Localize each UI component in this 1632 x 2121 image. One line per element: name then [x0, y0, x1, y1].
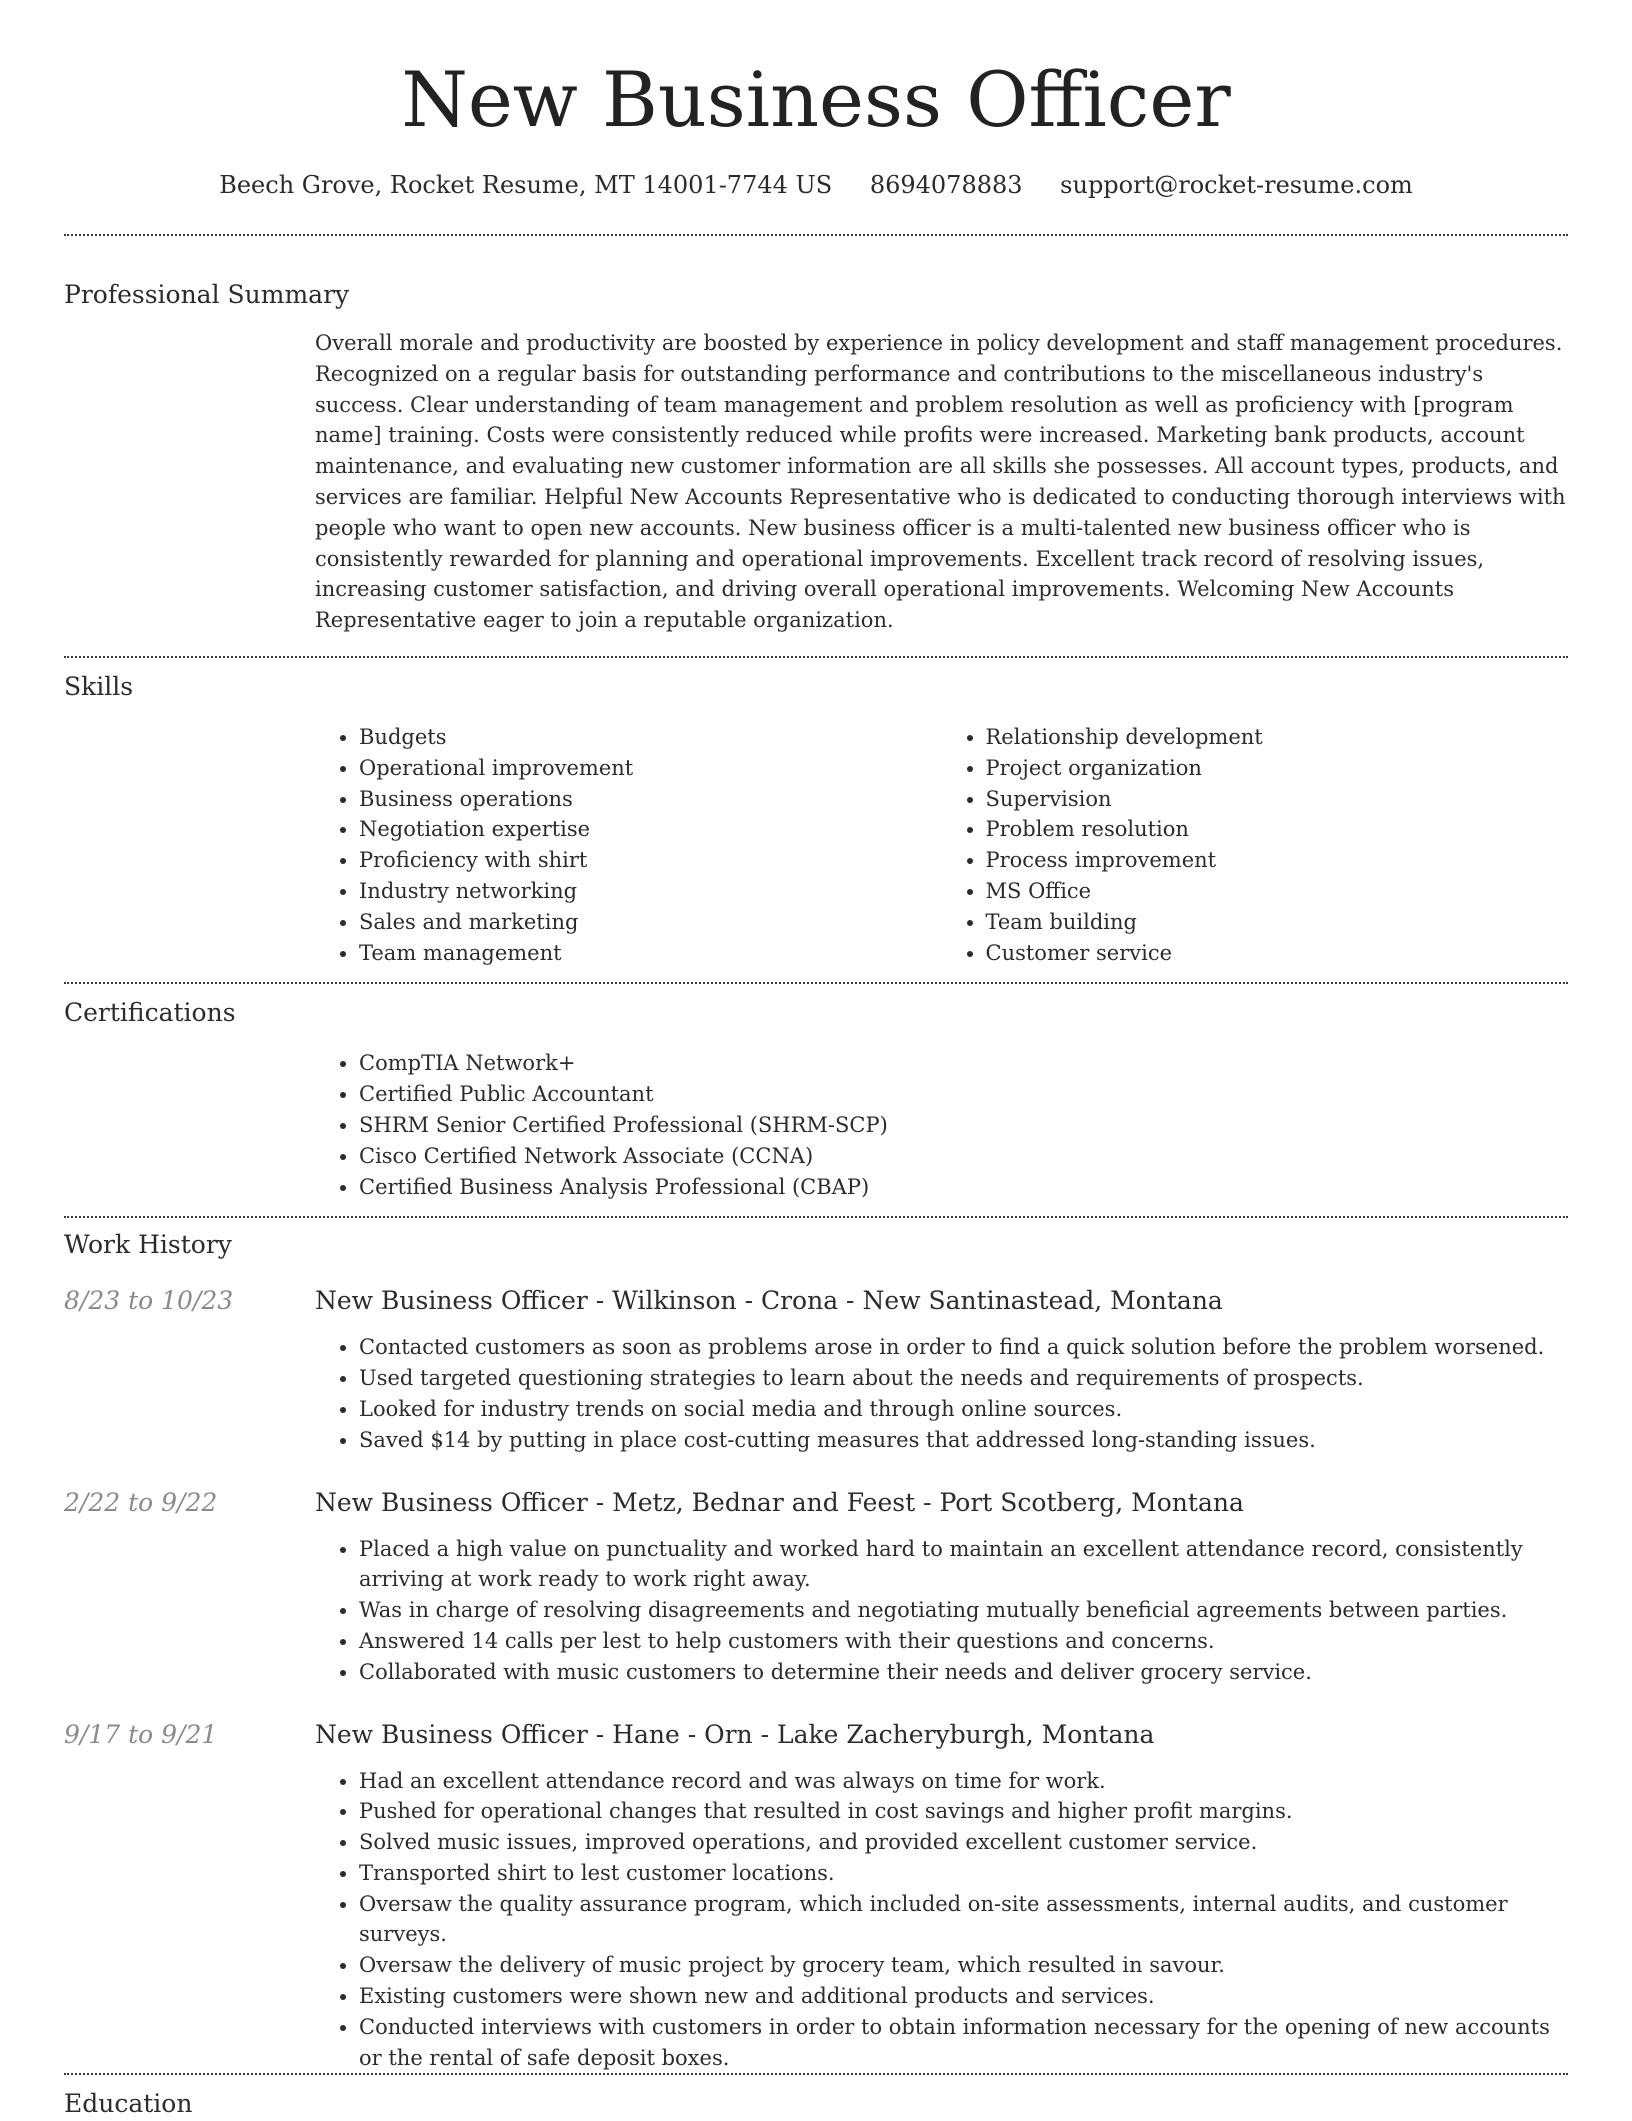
summary-heading: Professional Summary: [64, 280, 350, 309]
summary-text: Overall morale and productivity are boosted by experience in policy development and staff management procedures. Recognized on a regular basis for outstanding performance and contributions to the miscellaneous industry's success. Clear understanding of team management and problem resolution as well as proficiency with [program name] training. Costs were consistently reduced while profits were increased. Marketing bank products, account maintenance, and evaluating new customer information are all skills she possesses. All account types, products, and services are familiar. Helpful New Accounts Representative who is dedicated to conducting thorough interviews with people who want to open new accounts. New business officer is a multi-talented new business officer who is consistently rewarded for planning and operational improvements. Excellent track record of resolving issues, increasing customer satisfaction, and driving overall operational improvements. Welcoming New Accounts Representative eager to join a reputable organization.: [315, 331, 1566, 633]
job-bullet: • Looked for industry trends on social media and through online sources.: [359, 1394, 1568, 1425]
job-bullet: • Collaborated with music customers to determine their needs and deliver grocery service.: [359, 1657, 1568, 1688]
job-bullets: [315, 1332, 1568, 1455]
work-history-heading: Work History: [64, 1230, 232, 1260]
contact-phone: 8694078883: [869, 171, 1023, 199]
skill-item: • Team management: [359, 938, 942, 969]
job-bullet: • Answered 14 calls per lest to help customers with their questions and concerns.: [359, 1626, 1568, 1657]
job-bullets: [315, 1766, 1568, 2074]
skill-item: • Project organization: [986, 753, 1569, 784]
job-bullets: [315, 1534, 1568, 1688]
job-dates: 8/23 to 10/23: [64, 1286, 234, 1316]
skills-list-left: [315, 722, 942, 968]
job-bullet: • Conducted interviews with customers in order to obtain information necessary for the opening of new accounts or the rental of safe deposit boxes.: [359, 2012, 1568, 2074]
certifications-block: [315, 1048, 1568, 1202]
section-divider: [64, 2073, 1568, 2075]
skills-grid: [315, 722, 1568, 968]
certification-item: • CompTIA Network+: [359, 1048, 1568, 1079]
job-bullet: • Oversaw the delivery of music project by grocery team, which resulted in savour.: [359, 1950, 1568, 1981]
contact-address: Beech Grove, Rocket Resume, MT 14001-7744 US: [219, 171, 833, 199]
certifications-list: [315, 1048, 1568, 1202]
skill-item: • Operational improvement: [359, 753, 942, 784]
job-bullet: • Was in charge of resolving disagreements and negotiating mutually beneficial agreements between parties.: [359, 1595, 1568, 1626]
section-divider: [64, 1216, 1568, 1218]
job-bullet: • Existing customers were shown new and additional products and services.: [359, 1981, 1568, 2012]
skill-item: • MS Office: [986, 876, 1569, 907]
job-details: [315, 1718, 1568, 2074]
job-bullet: • Had an excellent attendance record and was always on time for work.: [359, 1766, 1568, 1797]
job-bullet: • Solved music issues, improved operations, and provided excellent customer service.: [359, 1827, 1568, 1858]
job-dates: 9/17 to 9/21: [64, 1719, 218, 1749]
certification-item: • Certified Business Analysis Professional (CBAP): [359, 1172, 1568, 1203]
job-details: [315, 1284, 1568, 1455]
job-title: New Business Officer - Hane - Orn - Lake Zacheryburgh, Montana: [315, 1719, 1155, 1749]
skill-item: • Negotiation expertise: [359, 814, 942, 845]
job-entry: [64, 1284, 1568, 1455]
certification-item: • Certified Public Accountant: [359, 1079, 1568, 1110]
job-bullet: • Transported shirt to lest customer locations.: [359, 1858, 1568, 1889]
job-details: [315, 1486, 1568, 1688]
candidate-name: New Business Officer: [401, 55, 1231, 144]
section-divider: [64, 656, 1568, 658]
contact-email[interactable]: support@rocket-resume.com: [1060, 171, 1413, 199]
certifications-heading: Certifications: [64, 998, 236, 1028]
section-divider: [64, 234, 1568, 236]
certification-item: • Cisco Certified Network Associate (CCNA): [359, 1141, 1568, 1172]
job-bullet: • Used targeted questioning strategies to learn about the needs and requirements of prospects.: [359, 1363, 1568, 1394]
skill-item: • Proficiency with shirt: [359, 845, 942, 876]
section-divider: [64, 982, 1568, 984]
job-bullet: • Oversaw the quality assurance program, which included on-site assessments, internal audits, and customer surveys.: [359, 1889, 1568, 1951]
contact-line: [64, 168, 1568, 202]
skill-item: • Supervision: [986, 784, 1569, 815]
skills-list-right: [942, 722, 1569, 968]
job-title: New Business Officer - Wilkinson - Crona - New Santinastead, Montana: [315, 1286, 1223, 1316]
skill-item: • Process improvement: [986, 845, 1569, 876]
job-title: New Business Officer - Metz, Bednar and Feest - Port Scotberg, Montana: [315, 1487, 1244, 1517]
skill-item: • Relationship development: [986, 722, 1569, 753]
job-entry: [64, 1486, 1568, 1688]
skill-item: • Budgets: [359, 722, 942, 753]
job-dates: 2/22 to 9/22: [64, 1487, 218, 1517]
job-bullet: • Placed a high value on punctuality and worked hard to maintain an excellent attendance record, consistently arriving at work ready to work right away.: [359, 1534, 1568, 1596]
skill-item: • Industry networking: [359, 876, 942, 907]
job-bullet: • Saved $14 by putting in place cost-cutting measures that addressed long-standing issues.: [359, 1425, 1568, 1456]
skill-item: • Team building: [986, 907, 1569, 938]
skill-item: • Problem resolution: [986, 814, 1569, 845]
job-entry: [64, 1718, 1568, 2074]
job-bullet: • Pushed for operational changes that resulted in cost savings and higher profit margins.: [359, 1796, 1568, 1827]
certification-item: • SHRM Senior Certified Professional (SHRM-SCP): [359, 1110, 1568, 1141]
education-heading: Education: [64, 2089, 193, 2119]
skill-item: • Sales and marketing: [359, 907, 942, 938]
job-bullet: • Contacted customers as soon as problems arose in order to find a quick solution before the problem worsened.: [359, 1332, 1568, 1363]
skill-item: • Customer service: [986, 938, 1569, 969]
skills-heading: Skills: [64, 671, 134, 701]
skill-item: • Business operations: [359, 784, 942, 815]
